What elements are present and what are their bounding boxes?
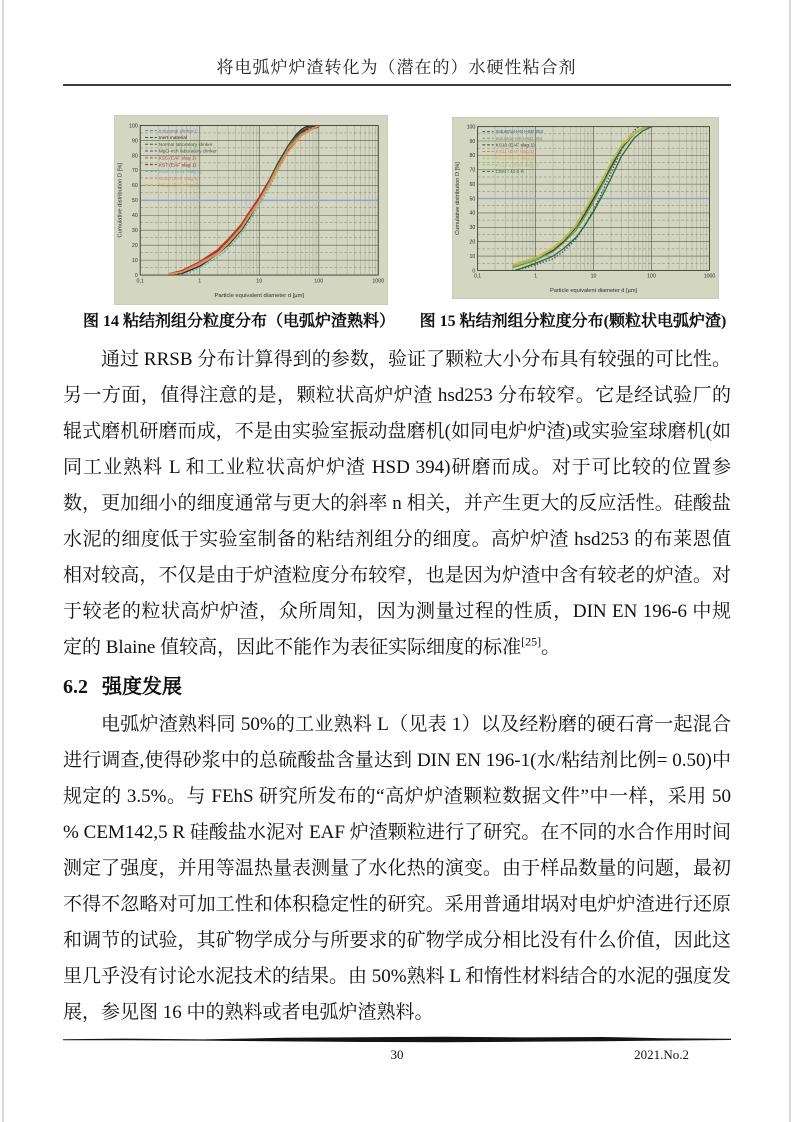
svg-text:20: 20 bbox=[131, 243, 138, 250]
svg-text:70: 70 bbox=[469, 167, 476, 174]
svg-text:1000: 1000 bbox=[372, 278, 385, 285]
figure-15-chart bbox=[453, 118, 718, 298]
svg-text:KS10 (EAF slag 1): KS10 (EAF slag 1) bbox=[495, 143, 535, 149]
svg-text:KS7 (EAF slag 1): KS7 (EAF slag 1) bbox=[158, 163, 197, 169]
scan-edge-right bbox=[789, 0, 791, 1122]
section-number: 6.2 bbox=[63, 676, 88, 698]
svg-text:KS5 (EAF slag 1): KS5 (EAF slag 1) bbox=[158, 156, 197, 162]
svg-text:100: 100 bbox=[466, 124, 476, 131]
svg-text:10: 10 bbox=[131, 257, 138, 264]
svg-text:CEM I 42.5 R: CEM I 42.5 R bbox=[495, 169, 524, 175]
scan-edge-left bbox=[2, 0, 4, 1122]
svg-text:40: 40 bbox=[469, 210, 476, 217]
svg-text:1: 1 bbox=[198, 278, 202, 285]
svg-text:90: 90 bbox=[131, 138, 138, 145]
svg-text:KS20 (EAF slag 1): KS20 (EAF slag 1) bbox=[158, 176, 199, 182]
paragraph-2: 电弧炉渣熟料同 50%的工业熟料 L（见表 1）以及经粉磨的硬石膏一起混合进行调查,使得砂浆中的总硫酸盐含量达到 DIN EN 196-1(水/粘结剂比例= 0.50)中规定的 3.5%。与 FEhS 研究所发布的“高炉炉渣颗粒数据文件”中一样，采用 50 % CEM142,5 R 硅酸盐水泥对 EAF 炉渣颗粒进行了研究。在不同的水合作用时间测定了强度，并用等温热量表测量了水化热的演变。由于样品数量的问题，最初不得不忽略对可加工性和体积稳定性的研究。采用普通坩埚对电炉炉渣进行还原和调节的试验，其矿物学成分与所要求的矿物学成分相比没有什么价值，因此这里几乎没有讨论水泥技术的结果。由 50%熟料 L 和惰性材料结合的水泥的强度发展，参见图 16 中的熟料或者电弧炉渣熟料。 bbox=[63, 714, 731, 1023]
svg-text:KS12 (EAF slag 1): KS12 (EAF slag 1) bbox=[495, 156, 535, 162]
svg-text:90: 90 bbox=[469, 138, 476, 145]
svg-text:Cumulative distribution D [%]: Cumulative distribution D [%] bbox=[455, 162, 462, 235]
footer-row bbox=[63, 1047, 731, 1063]
figure-14-caption: 图 14 粘结剂组分粒度分布（电弧炉渣熟料） bbox=[82, 313, 395, 330]
figure-15-caption: 图 15 粘结剂组分粒度分布(颗粒状电弧炉渣) bbox=[419, 313, 727, 330]
body-text bbox=[63, 342, 731, 1031]
svg-text:30: 30 bbox=[469, 225, 476, 232]
svg-text:0: 0 bbox=[472, 268, 476, 275]
figure-15 bbox=[453, 118, 718, 298]
svg-text:Inert material: Inert material bbox=[158, 136, 187, 142]
figure-14-chart bbox=[115, 116, 387, 304]
svg-text:KS11 (EAF slag 1): KS11 (EAF slag 1) bbox=[495, 150, 535, 156]
svg-text:60: 60 bbox=[469, 181, 476, 188]
svg-text:50: 50 bbox=[469, 196, 476, 203]
header-rule bbox=[63, 84, 731, 86]
footer-rule bbox=[63, 1036, 731, 1044]
svg-text:MgO-rich laboratory clinker: MgO-rich laboratory clinker bbox=[158, 149, 217, 155]
svg-text:10: 10 bbox=[256, 278, 263, 285]
svg-text:Industrial-HS HSD 253: Industrial-HS HSD 253 bbox=[495, 130, 544, 136]
svg-text:30: 30 bbox=[131, 228, 138, 235]
svg-text:Cumulative distribution D [%]: Cumulative distribution D [%] bbox=[117, 162, 124, 238]
svg-text:100: 100 bbox=[128, 123, 138, 130]
svg-text:1: 1 bbox=[534, 273, 538, 280]
svg-text:0: 0 bbox=[134, 272, 138, 279]
section-title: 强度发展 bbox=[102, 676, 182, 698]
captions-row bbox=[0, 311, 793, 333]
page-number: 30 bbox=[390, 1047, 404, 1062]
svg-text:50: 50 bbox=[131, 198, 138, 205]
svg-text:0,1: 0,1 bbox=[473, 273, 482, 280]
svg-text:80: 80 bbox=[131, 153, 138, 160]
svg-text:KS13-2 (EAF slag 1): KS13-2 (EAF slag 1) bbox=[495, 163, 539, 169]
svg-text:Particle equivalent diameter d: Particle equivalent diameter d [µm] bbox=[214, 292, 305, 299]
svg-text:100: 100 bbox=[314, 278, 324, 285]
page-header bbox=[0, 0, 793, 86]
figure-14 bbox=[115, 116, 387, 304]
svg-text:1000: 1000 bbox=[703, 273, 716, 280]
svg-text:Normal laboratory clinker: Normal laboratory clinker bbox=[158, 142, 213, 148]
svg-text:10: 10 bbox=[469, 253, 476, 260]
figures-row bbox=[0, 116, 793, 304]
svg-text:Industrial clinker L: Industrial clinker L bbox=[158, 129, 198, 135]
svg-text:KS9 -3 (EAF slag 1): KS9 -3 (EAF slag 1) bbox=[158, 170, 202, 176]
running-head-title: 将电弧炉炉渣转化为（潜在的）水硬性粘合剂 bbox=[216, 58, 577, 77]
svg-text:10: 10 bbox=[590, 273, 597, 280]
svg-text:60: 60 bbox=[131, 183, 138, 190]
svg-text:100: 100 bbox=[647, 273, 656, 280]
svg-text:80: 80 bbox=[469, 153, 476, 160]
svg-text:40: 40 bbox=[131, 213, 138, 220]
paragraph-1-text: 通过 RRSB 分布计算得到的参数，验证了颗粒大小分布具有较强的可比性。另一方面，值得注意的是，颗粒状高炉炉渣 hsd253 分布较窄。它是经试验厂的辊式磨机研磨而成，不是由实验室振动盘磨机(如同电炉炉渣)或实验室球磨机(如同工业熟料 L 和工业粒状高炉炉渣 HSD 394)研磨而成。对于可比较的位置参数，更加细小的细度通常与更大的斜率 n 相关，并产生更大的反应活性。硅酸盐水泥的细度低于实验室制备的粘结剂组分的细度。高炉炉渣 hsd253 的布莱恩值相对较高，不仅是由于炉渣粒度分布较窄，也是因为炉渣中含有较老的炉渣。对于较老的粒状高炉炉渣，众所周知，因为测量过程的性质，DIN EN 196-6 中规定的 Blaine 值较高，因此不能作为表征实际细度的标准 bbox=[63, 349, 731, 658]
citation-superscript: [25] bbox=[521, 634, 542, 649]
svg-text:Industrie-HS HSD 394: Industrie-HS HSD 394 bbox=[495, 136, 543, 142]
svg-text:KS21 (EAF slag 2): KS21 (EAF slag 2) bbox=[158, 183, 199, 189]
svg-text:70: 70 bbox=[131, 168, 138, 175]
paragraph-1-end: 。 bbox=[541, 637, 561, 658]
svg-text:20: 20 bbox=[469, 239, 476, 246]
paragraph-1 bbox=[63, 342, 731, 666]
svg-text:0,1: 0,1 bbox=[136, 278, 144, 285]
section-heading bbox=[63, 671, 731, 703]
issue-number: 2021.No.2 bbox=[634, 1047, 689, 1062]
svg-text:Particle equivalent diameter d: Particle equivalent diameter d [µm] bbox=[549, 287, 638, 294]
page-footer bbox=[63, 1036, 731, 1063]
